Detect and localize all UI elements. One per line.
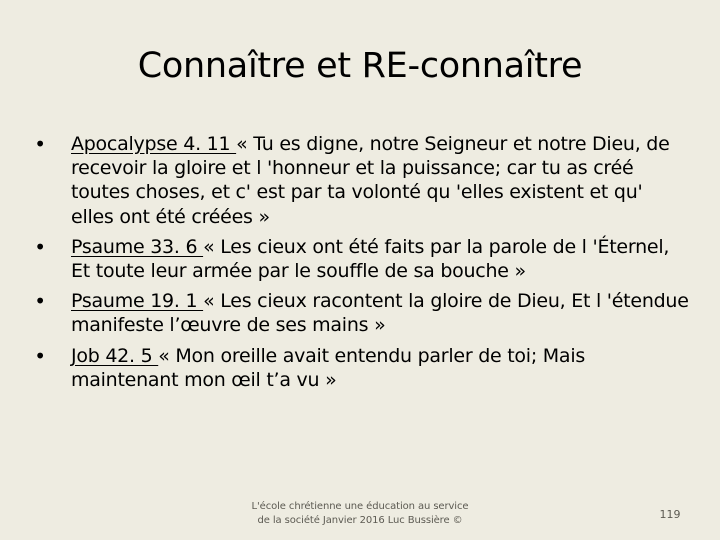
slide-footer: [240, 500, 480, 528]
verse-reference: Job 42. 5: [71, 344, 159, 367]
bullet-item-job: [30, 344, 690, 392]
footer-line-2: de la société Janvier 2016 Luc Bussière ©: [257, 515, 463, 526]
footer-line-1: L'école chrétienne une éducation au service: [251, 501, 469, 512]
bullet-icon: •: [34, 289, 46, 314]
verse-reference: Psaume 19. 1: [71, 290, 204, 313]
verse-reference: Psaume 33. 6: [71, 235, 204, 258]
verse-text: « Mon oreille avait entendu parler de toi; Mais maintenant mon œil t’a vu »: [71, 344, 585, 391]
page-number: 119: [659, 508, 681, 521]
bullet-item-psaume-19: [30, 289, 690, 337]
verse-text: « Les cieux ont été faits par la parole de l 'Éternel, Et toute leur armée par le souffle de sa bouche »: [71, 235, 670, 283]
bullet-icon: •: [34, 234, 46, 259]
slide-title: Connaître et RE-connaître: [137, 46, 583, 86]
bullet-item-apocalypse: [30, 132, 690, 229]
verse-reference: Apocalypse 4. 11: [71, 133, 237, 155]
verse-text: « Tu es digne, notre Seigneur et notre Dieu, de recevoir la gloire et l 'honneur et la puissance; car tu as créé toutes choses, et c' est par ta volonté qu 'elles existent et qu' elles ont été créées »: [71, 133, 670, 228]
bullet-icon: •: [34, 132, 46, 156]
bullet-icon: •: [34, 343, 46, 368]
bullet-list: [30, 132, 690, 398]
verse-text: « Les cieux racontent la gloire de Dieu, Et l 'étendue manifeste l’œuvre de ses mains »: [71, 290, 689, 337]
bullet-item-psaume-33: [30, 235, 690, 283]
